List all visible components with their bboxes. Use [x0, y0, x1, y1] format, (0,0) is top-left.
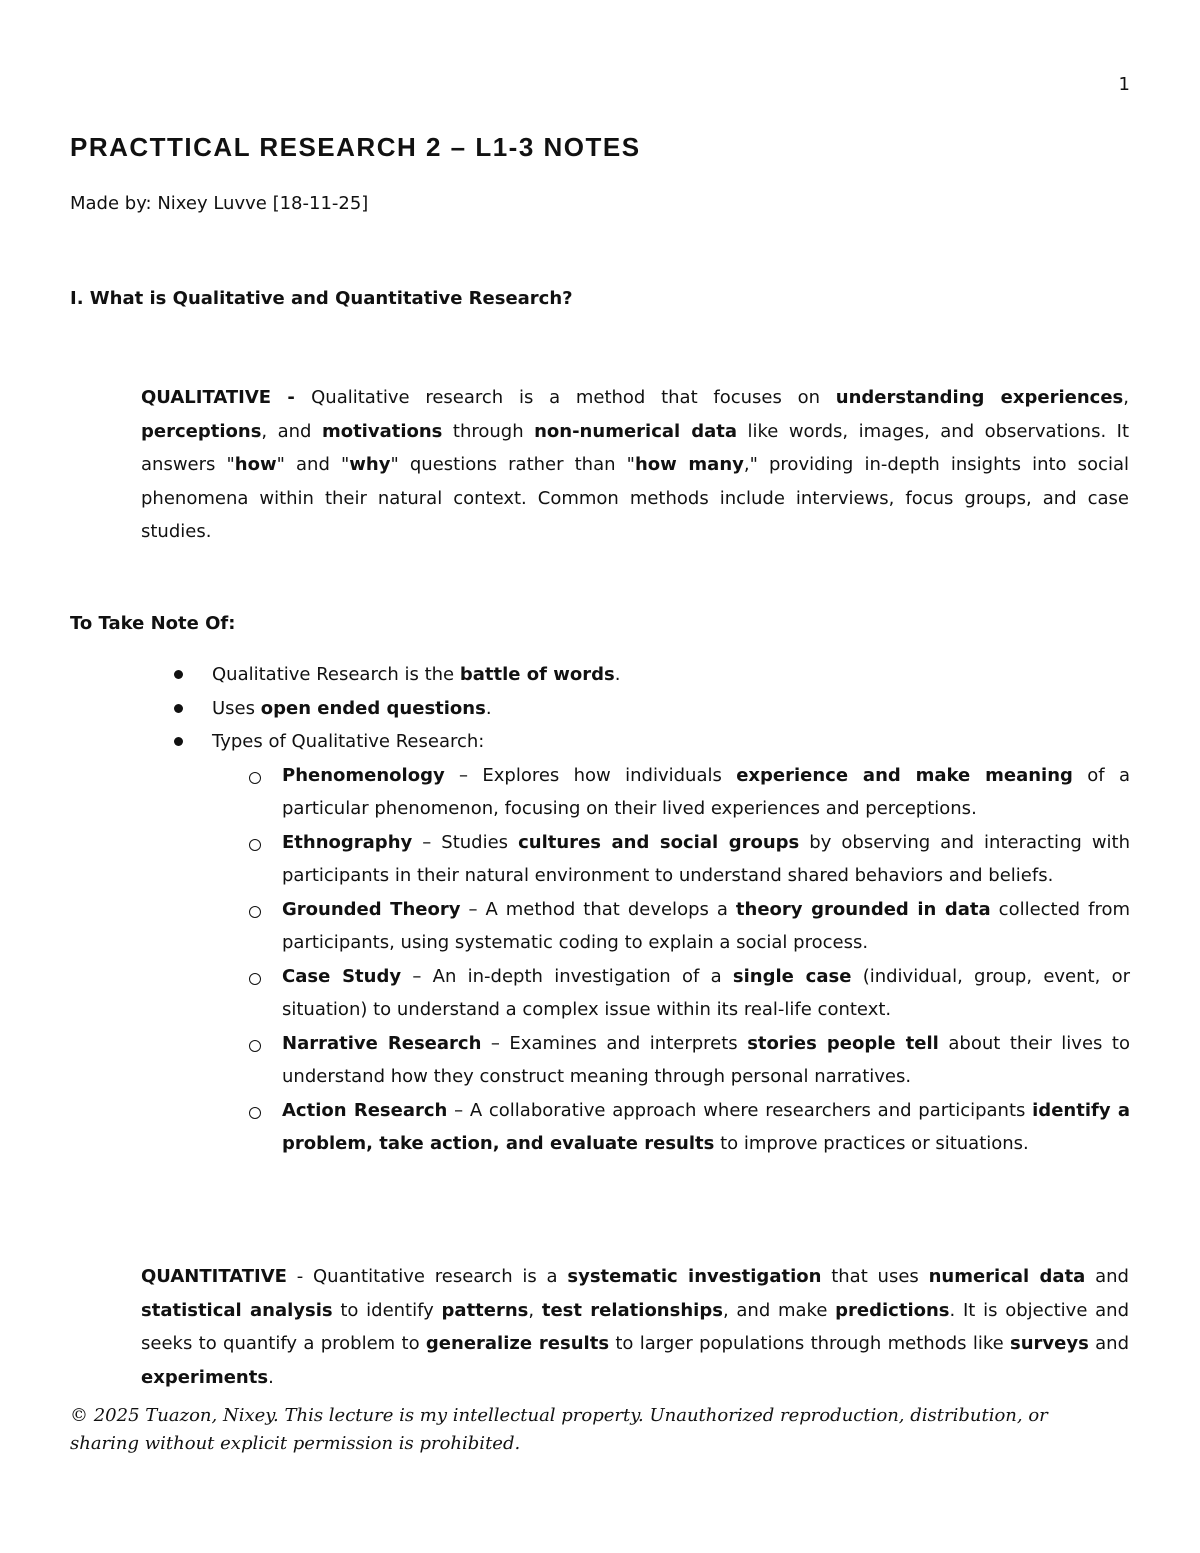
circle-bullet-icon: [249, 839, 261, 851]
text: .: [485, 697, 492, 719]
bullet-icon: [174, 737, 183, 746]
text: – An in-depth investigation of a: [401, 965, 733, 987]
bold-text: perceptions: [141, 420, 262, 442]
text: – A collaborative approach where researchers and participants: [447, 1099, 1033, 1121]
bold-text: surveys: [1010, 1333, 1089, 1354]
bold-text: experience and make meaning: [736, 764, 1073, 786]
text: Qualitative research is a method that focuses on: [311, 387, 836, 408]
bold-text: motivations: [321, 420, 443, 442]
text: collected from participants, using systematic coding to explain a social process.: [282, 898, 1131, 953]
text: to larger populations through methods like: [609, 1333, 1011, 1354]
bold-text: single case: [732, 965, 852, 987]
type-name: Phenomenology: [282, 764, 445, 786]
text: of a particular phenomenon, focusing on their lived experiences and perceptions.: [282, 764, 1130, 819]
type-grounded-theory: [282, 893, 1130, 960]
bold-text: cultures and social groups: [518, 831, 800, 853]
bold-text: open ended questions: [260, 697, 486, 719]
text: through: [442, 420, 535, 442]
text: – A method that develops a: [460, 898, 736, 920]
circle-bullet-icon: [249, 772, 261, 784]
type-action-research: [282, 1094, 1130, 1161]
text: . It is objective and seeks to quantify a problem to: [141, 1299, 1129, 1354]
type-case-study: [282, 960, 1130, 1027]
bold-text: understanding experiences: [835, 387, 1124, 408]
bold-text: experiments: [141, 1366, 269, 1388]
type-ethnography: [282, 826, 1130, 893]
bold-text: identify a problem, take action, and evaluate results: [282, 1099, 1130, 1154]
document-title: PRACTTICAL RESEARCH 2 – L1-3 NOTES: [70, 132, 641, 162]
copyright-footer: © 2025 Tuazon, Nixey. This lecture is my intellectual property. Unauthorized reproduction, distribution, or sharing without explicit permission is prohibited.: [70, 1405, 1048, 1454]
text: that uses: [821, 1266, 929, 1287]
type-name: Case Study: [282, 965, 402, 987]
circle-bullet-icon: [249, 1107, 261, 1119]
section-heading: I. What is Qualitative and Quantitative Research?: [70, 288, 573, 309]
text: (individual, group, event, or situation) to understand a complex issue within its real-life context.: [282, 965, 1131, 1020]
text: by observing and interacting with participants in their natural environment to understand shared behaviors and beliefs.: [282, 831, 1131, 886]
bold-text: patterns: [441, 1299, 529, 1321]
bold-text: why: [349, 454, 391, 475]
text: .: [268, 1366, 274, 1388]
bold-text: systematic investigation: [567, 1266, 822, 1287]
type-name: Action Research: [282, 1099, 448, 1121]
text: ,: [528, 1299, 542, 1321]
bold-text: how many: [634, 454, 744, 475]
bold-text: theory grounded in data: [735, 898, 991, 920]
text: Qualitative Research is the: [212, 664, 460, 685]
qualitative-paragraph: [141, 381, 1129, 549]
bold-text: numerical data: [928, 1266, 1086, 1287]
list-item: [212, 692, 1130, 726]
text: – Studies: [412, 831, 519, 853]
text: ," providing in-depth insights into social phenomena within their natural context. Common methods include interviews, focus groups, and case studies.: [141, 454, 1129, 542]
text: .: [614, 664, 621, 685]
bold-text: how: [234, 454, 277, 475]
page-number: 1: [1118, 74, 1130, 95]
author-line: Made by: Nixey Luvve [18-11-25]: [70, 193, 369, 214]
list-item: [212, 658, 1130, 692]
notes-list: [212, 658, 1130, 1161]
text: – Examines and interprets: [481, 1032, 748, 1054]
text: Uses: [212, 697, 261, 719]
text: to identify: [332, 1299, 442, 1321]
bold-text: stories people tell: [747, 1032, 939, 1054]
bullet-icon: [174, 704, 183, 713]
bold-text: test relationships: [541, 1299, 723, 1321]
bold-text: non-numerical data: [534, 420, 737, 442]
quantitative-label: QUANTITATIVE: [141, 1266, 287, 1287]
type-name: Grounded Theory: [282, 898, 461, 920]
bold-text: battle of words: [459, 664, 615, 685]
text: " and ": [276, 454, 350, 475]
type-narrative-research: [282, 1027, 1130, 1094]
text: and: [1085, 1266, 1129, 1287]
type-name: Ethnography: [282, 831, 413, 853]
circle-bullet-icon: [249, 973, 261, 985]
type-name: Narrative Research: [282, 1032, 482, 1054]
circle-bullet-icon: [249, 1040, 261, 1052]
circle-bullet-icon: [249, 906, 261, 918]
list-item: [212, 725, 1130, 1161]
bold-text: generalize results: [425, 1333, 610, 1354]
text: like words, images, and observations. It answers ": [141, 420, 1130, 475]
text: " questions rather than ": [390, 454, 635, 475]
bullet-icon: [174, 670, 183, 679]
text: about their lives to understand how they construct meaning through personal narratives.: [282, 1032, 1130, 1087]
text: – Explores how individuals: [444, 764, 737, 786]
quantitative-paragraph: [141, 1260, 1129, 1394]
text: ,: [1123, 387, 1129, 408]
qualitative-types-list: [282, 759, 1130, 1161]
text: to improve practices or situations.: [714, 1133, 1029, 1154]
type-phenomenology: [282, 759, 1130, 826]
text: and: [1088, 1333, 1129, 1354]
text: , and make: [722, 1299, 836, 1321]
text: - Quantitative research is a: [286, 1266, 568, 1287]
text: , and: [261, 420, 322, 442]
bold-text: statistical analysis: [141, 1299, 333, 1321]
qualitative-label: QUALITATIVE -: [141, 387, 312, 408]
notes-heading: To Take Note Of:: [70, 613, 236, 634]
bold-text: predictions: [835, 1299, 950, 1321]
text: Types of Qualitative Research:: [212, 731, 485, 752]
